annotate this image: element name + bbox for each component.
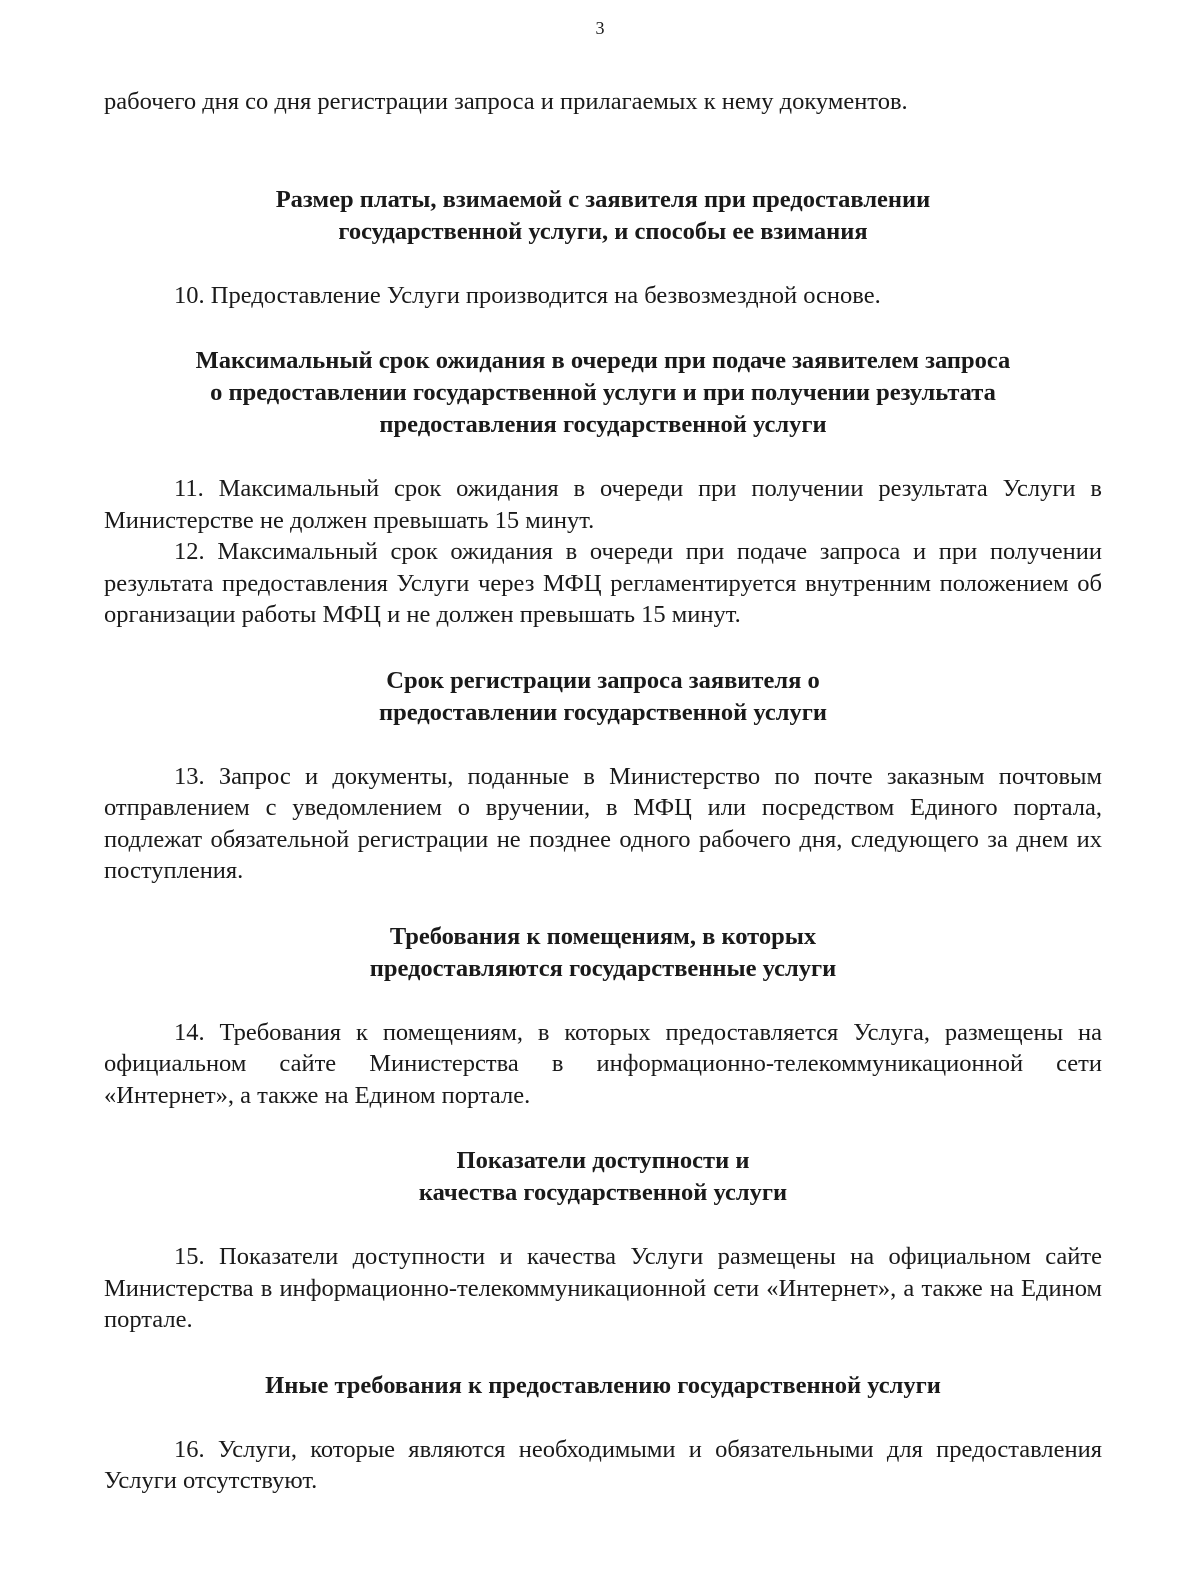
heading-line: государственной услуги, и способы ее взимания xyxy=(338,217,868,245)
paragraph-14: 14. Требования к помещениям, в которых предоставляется Услуга, размещены на официальном сайте Министерства в информационно-телекоммуникационной сети «Интернет», а также на Едином портале. xyxy=(104,1018,1102,1109)
section-heading-other-requirements xyxy=(104,1370,1102,1402)
heading-line: Требования к помещениям, в которых xyxy=(389,922,817,950)
heading-line: о предоставлении государственной услуги и при получении результата xyxy=(210,379,996,406)
continuation-paragraph: рабочего дня со дня регистрации запроса и прилагаемых к нему документов. xyxy=(104,88,908,115)
section-heading-queue-time xyxy=(104,345,1102,441)
paragraph-12: 12. Максимальный срок ожидания в очереди при подаче запроса и при получении результата предоставления Услуги через МФЦ регламентируется внутренним положением об организации работы МФЦ и не должен превышать 15 минут. xyxy=(104,538,1102,628)
heading-line: предоставления государственной услуги xyxy=(379,411,827,438)
paragraph-15: 15. Показатели доступности и качества Услуги размещены на официальном сайте Министерства в информационно-телекоммуникационной сети «Интернет», а также на Едином портале. xyxy=(104,1243,1102,1333)
paragraph-13: 13. Запрос и документы, поданные в Министерство по почте заказным почтовым отправлением с уведомлением о вручении, в МФЦ или посредством Единого портала, подлежат обязательной регистрации не позднее одного рабочего дня, следующего за днем их поступления. xyxy=(104,762,1102,884)
page-number: 3 xyxy=(595,18,605,38)
section-heading-fee xyxy=(104,184,1102,248)
section-heading-accessibility xyxy=(104,1145,1102,1209)
document-body xyxy=(104,86,1102,1497)
heading-line: предоставляются государственные услуги xyxy=(369,954,837,982)
heading-line: Максимальный срок ожидания в очереди при подаче заявителем запроса xyxy=(195,347,1011,374)
heading-line: Размер платы, взимаемой с заявителя при предоставлении xyxy=(275,185,931,213)
heading-line: Показатели доступности и xyxy=(456,1147,750,1174)
section-heading-registration xyxy=(104,665,1102,729)
heading-line: качества государственной услуги xyxy=(418,1179,788,1206)
paragraph-10: 10. Предоставление Услуги производится на безвозмездной основе. xyxy=(174,281,881,309)
heading-line: Срок регистрации запроса заявителя о xyxy=(386,666,820,694)
heading-line: предоставлении государственной услуги xyxy=(378,698,828,726)
section-heading-premises xyxy=(104,921,1102,985)
paragraph-16: 16. Услуги, которые являются необходимыми и обязательными для предоставления Услуги отсутствуют. xyxy=(104,1435,1102,1494)
paragraph-11: 11. Максимальный срок ожидания в очереди при получении результата Услуги в Министерстве не должен превышать 15 минут. xyxy=(104,475,1102,534)
heading-line: Иные требования к предоставлению государственной услуги xyxy=(265,1371,941,1399)
